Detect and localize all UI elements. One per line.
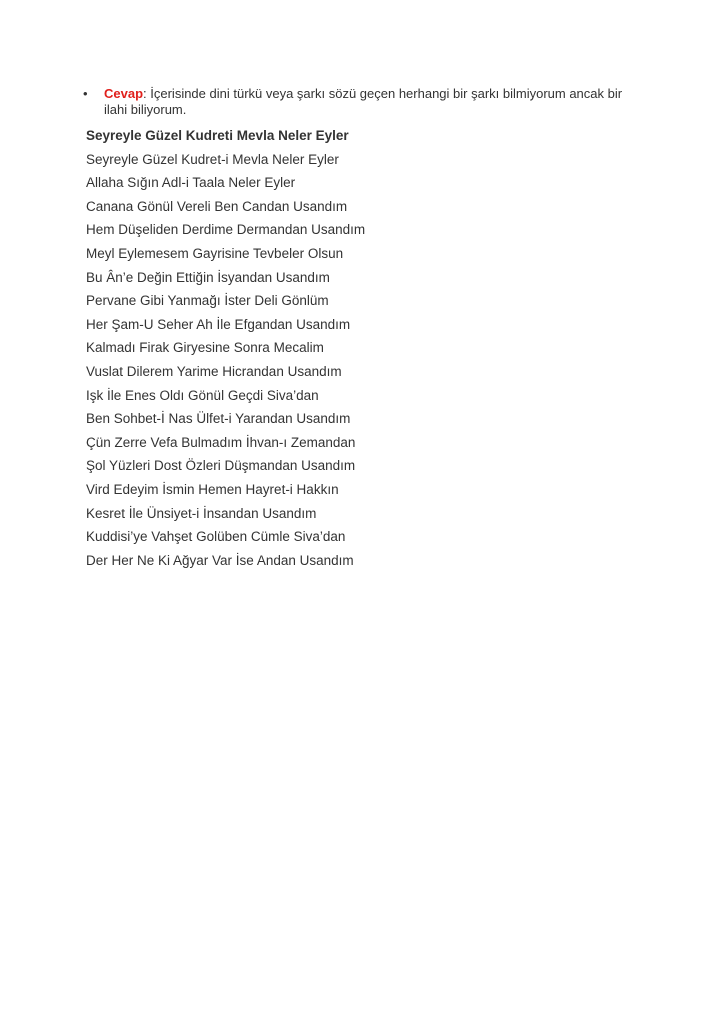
- poem-line: Ben Sohbet-İ Nas Ülfet-i Yarandan Usandım: [86, 411, 351, 427]
- poem-line: Bu Ân’e Değin Ettiğin İsyandan Usandım: [86, 269, 330, 285]
- poem-line: Seyreyle Güzel Kudret-i Mevla Neler Eyler: [86, 151, 339, 167]
- poem-line: Canana Gönül Vereli Ben Candan Usandım: [86, 198, 348, 214]
- poem-line: Vuslat Dilerem Yarime Hicrandan Usandım: [86, 363, 342, 379]
- answer-label: Cevap: [104, 86, 144, 101]
- poem-line: Pervane Gibi Yanmağı İster Deli Gönlüm: [86, 293, 329, 309]
- poem-line: Şol Yüzleri Dost Özleri Düşmandan Usandım: [86, 458, 356, 474]
- answer-bullet-item: [83, 86, 643, 118]
- poem-line: Kuddisi’ye Vahşet Golüben Cümle Siva’dan: [86, 529, 346, 545]
- poem-title: Seyreyle Güzel Kudreti Mevla Neler Eyler: [86, 128, 349, 143]
- poem-line: Çün Zerre Vefa Bulmadım İhvan-ı Zemandan: [86, 434, 356, 450]
- poem-section: [86, 124, 686, 572]
- answer-text: : İçerisinde dini türkü veya şarkı sözü geçen herhangi bir şarkı bilmiyorum ancak bir ilahi biliyorum.: [104, 86, 623, 117]
- poem-line: Hem Düşeliden Derdime Dermandan Usandım: [86, 222, 366, 238]
- poem-line: Işk İle Enes Oldı Gönül Geçdi Siva’dan: [86, 387, 319, 403]
- poem-line: Meyl Eylemesem Gayrisine Tevbeler Olsun: [86, 245, 344, 261]
- poem-line: Allaha Sığın Adl-i Taala Neler Eyler: [86, 175, 296, 191]
- poem-line: Vird Edeyim İsmin Hemen Hayret-i Hakkın: [86, 481, 339, 497]
- poem-line: Der Her Ne Ki Ağyar Var İse Andan Usandım: [86, 552, 354, 568]
- poem-line: Kalmadı Firak Giryesine Sonra Mecalim: [86, 340, 324, 356]
- bullet-marker: •: [83, 86, 88, 101]
- poem-line: Kesret İle Ünsiyet-i İnsandan Usandım: [86, 505, 317, 521]
- answer-paragraph: [104, 86, 643, 118]
- poem-line: Her Şam-U Seher Ah İle Efgandan Usandım: [86, 316, 351, 332]
